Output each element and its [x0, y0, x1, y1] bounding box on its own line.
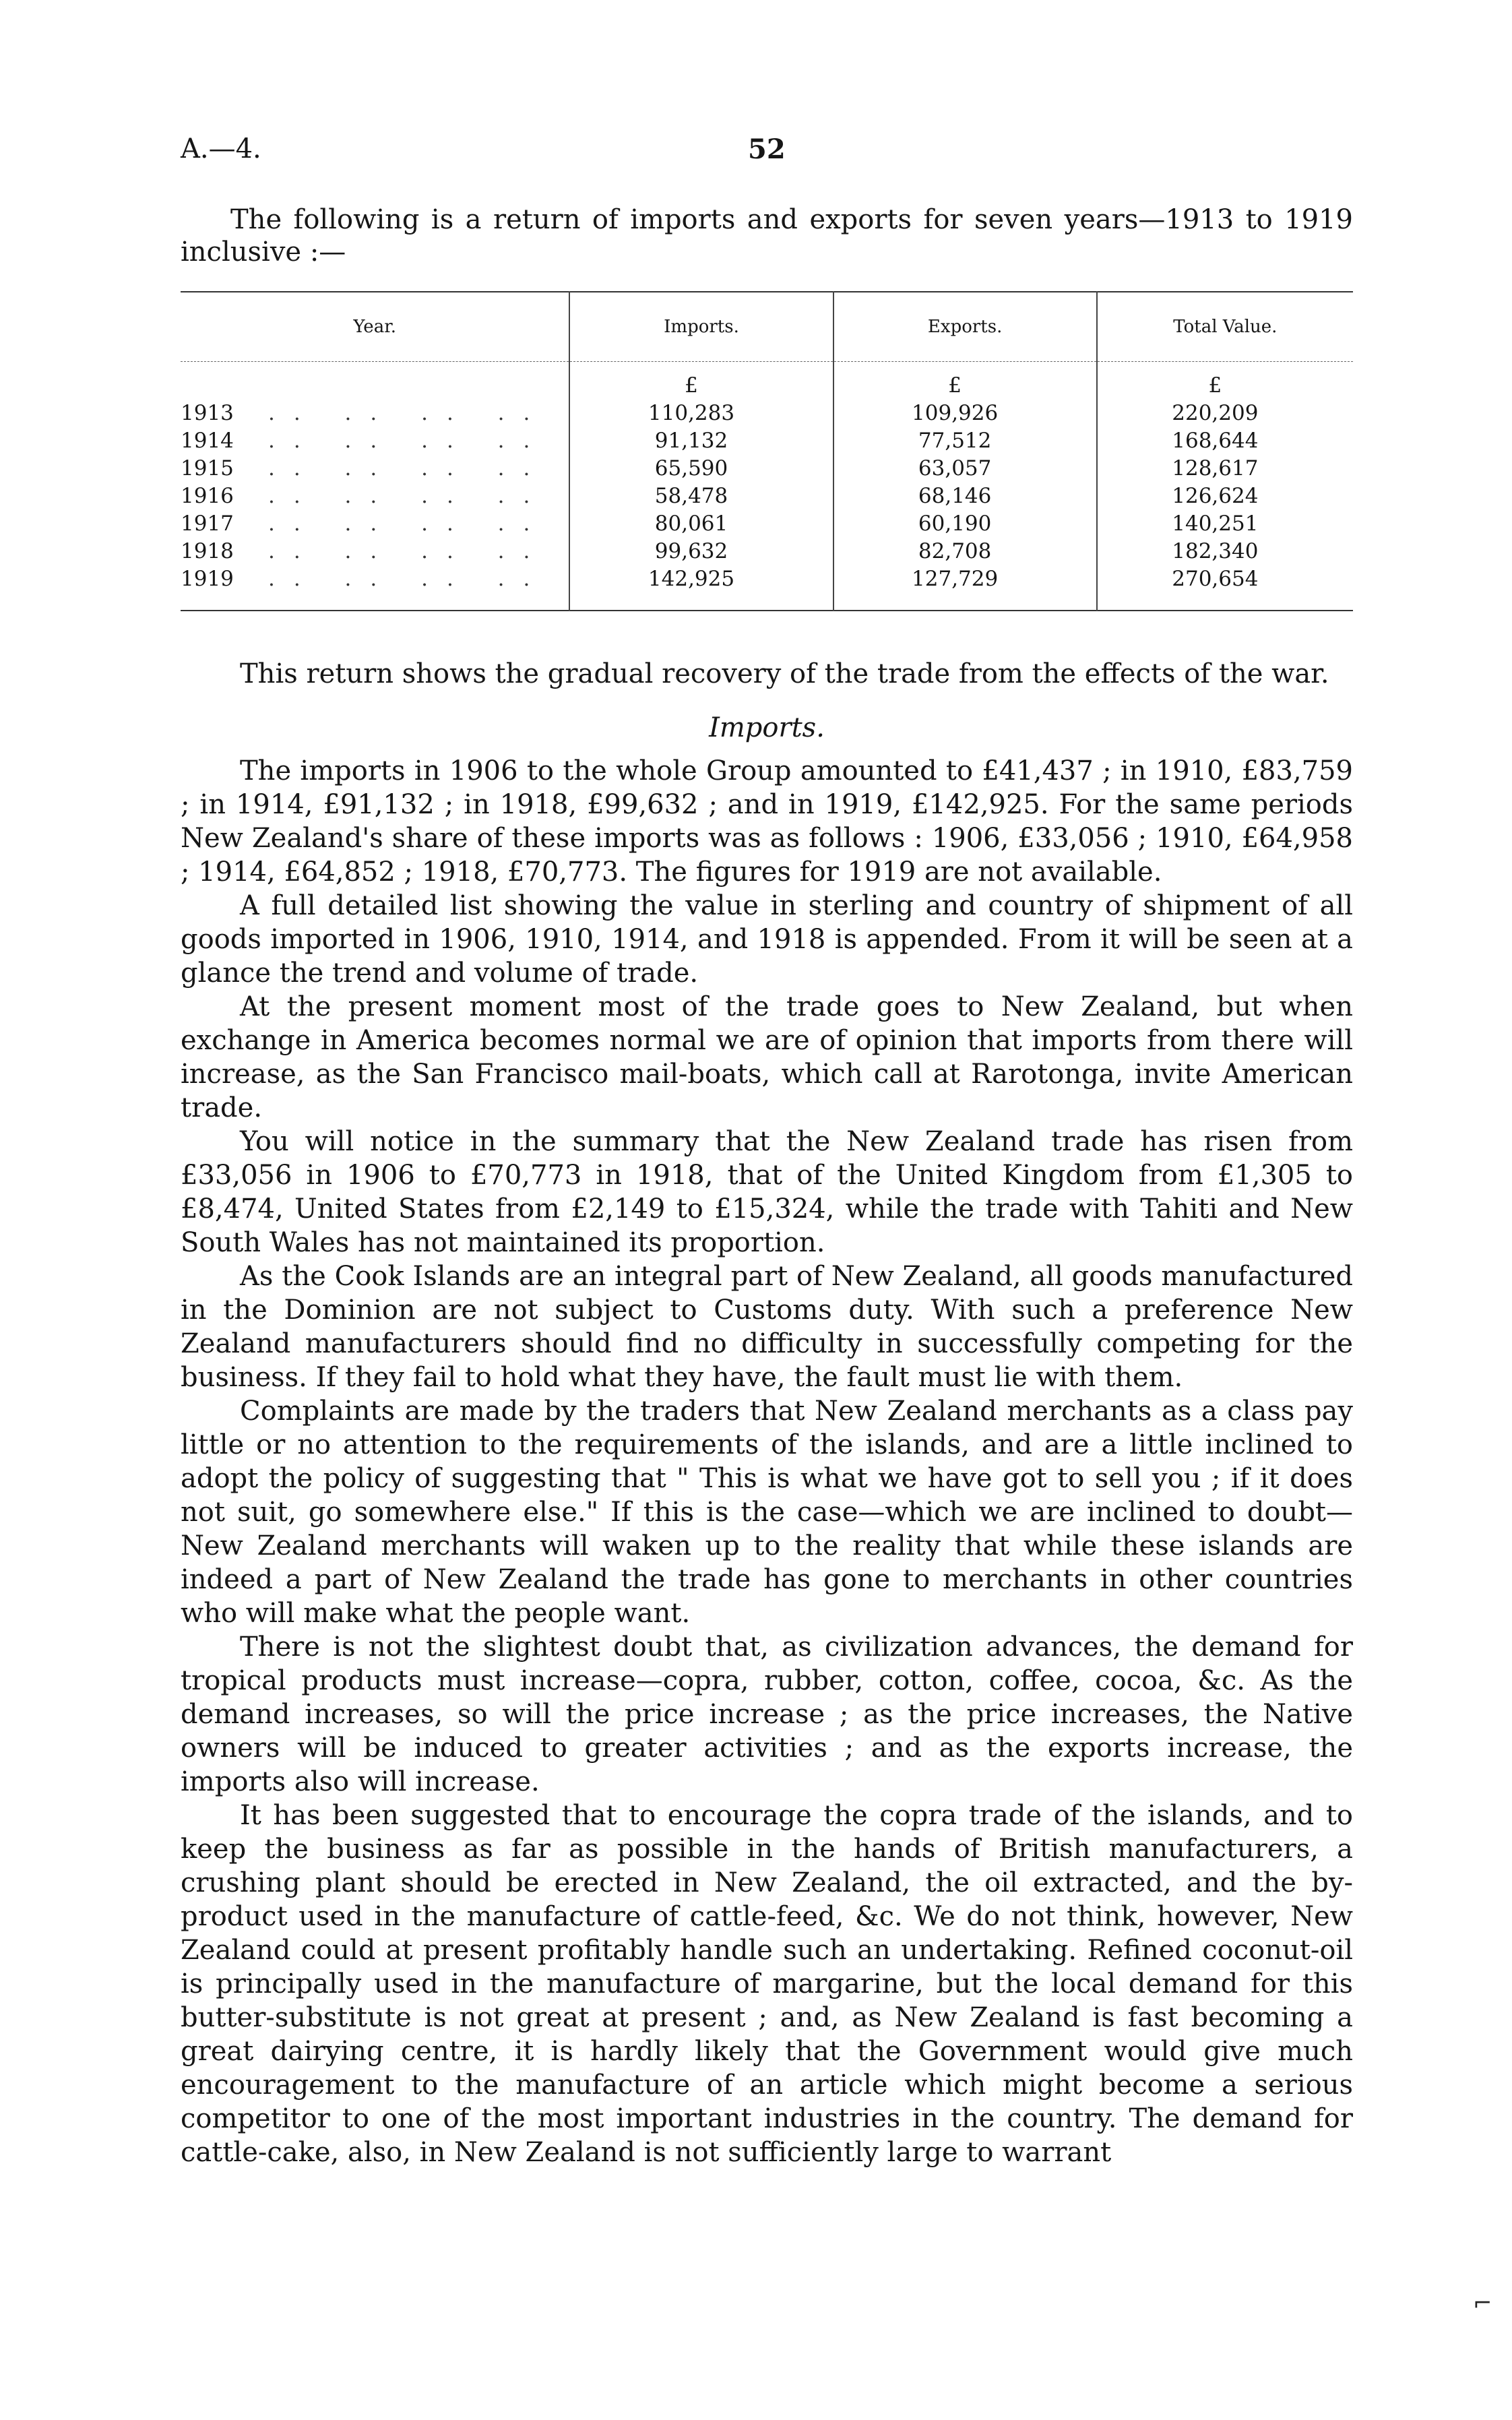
table-summary: This return shows the gradual recovery of the trade from the effects of the war. [240, 658, 1329, 689]
row-year: 1918 [181, 538, 234, 563]
document-reference: A.—4. [181, 133, 261, 164]
row-year: 1913 [181, 400, 234, 425]
paragraph: Complaints are made by the traders that New Zealand merchants as a class pay little or no attention to the requirements of the islands, and are a little inclined to adopt the policy of suggesting that " This is what we have got to sell you ; if it does not suit, go somewhere else." If this is the case—which we are inclined to doubt—New Zealand merchants will waken up to the reality that while these islands are indeed a part of New Zealand the trade has gone to merchants in other countries who will make what the people want. [181, 1396, 1353, 1629]
col-header-exports: Exports. [833, 292, 1097, 362]
row-imports: 99,632 [569, 537, 833, 565]
unit-spacer [181, 362, 569, 400]
row-total: 168,644 [1097, 427, 1353, 454]
table-row: 1918 .. .. .. .. 99,632 82,708 182,340 [181, 537, 1353, 565]
paragraph: A full detailed list showing the value in sterling and country of shipment of all goods imported in 1906, 1910, 1914, and 1918 is appended. From it will be seen at a glance the trend and volume of trade. [181, 890, 1353, 989]
row-total: 140,251 [1097, 509, 1353, 537]
unit-total: £ [1097, 362, 1353, 400]
table-row: 1916 .. .. .. .. 58,478 68,146 126,624 [181, 482, 1353, 509]
row-exports: 109,926 [833, 399, 1097, 427]
section-heading-imports: Imports. [709, 712, 825, 743]
row-imports: 91,132 [569, 427, 833, 454]
table-row: 1917 .. .. .. .. 80,061 60,190 140,251 [181, 509, 1353, 537]
row-imports: 58,478 [569, 482, 833, 509]
row-exports: 63,057 [833, 454, 1097, 482]
paragraph: You will notice in the summary that the New Zealand trade has risen from £33,056 in 1906 to £70,773 in 1918, that of the United Kingdom from £1,305 to £8,474, United States from £2,149 to £15,324, while the trade with Tahiti and New South Wales has not maintained its proportion. [181, 1126, 1353, 1258]
intro-text: The following is a return of imports and exports for seven years—1913 to 1919 inclusive :— [181, 204, 1353, 268]
unit-exports: £ [833, 362, 1097, 400]
row-exports: 60,190 [833, 509, 1097, 537]
row-total: 126,624 [1097, 482, 1353, 509]
row-total: 270,654 [1097, 565, 1353, 611]
trade-table [181, 291, 1353, 611]
table-row: 1919 .. .. .. .. 142,925 127,729 270,654 [181, 565, 1353, 611]
row-year: 1915 [181, 456, 234, 480]
paragraph: The imports in 1906 to the whole Group amounted to £41,437 ; in 1910, £83,759 ; in 1914, £91,132 ; in 1918, £99,632 ; and in 1919, £142,925. For the same periods New Zealand's share of these imports was as follows : 1906, £33,056 ; 1910, £64,958 ; 1914, £64,852 ; 1918, £70,773. The figures for 1919 are not available. [181, 755, 1353, 888]
row-year: 1917 [181, 511, 234, 536]
row-year: 1916 [181, 483, 234, 508]
row-total: 220,209 [1097, 399, 1353, 427]
page-number: 52 [748, 133, 786, 165]
paragraph: At the present moment most of the trade goes to New Zealand, but when exchange in America becomes normal we are of opinion that imports from there will increase, as the San Francisco mail-boats, which call at Rarotonga, invite American trade. [181, 991, 1353, 1123]
table-header-row [181, 292, 1353, 362]
row-exports: 82,708 [833, 537, 1097, 565]
row-year: 1914 [181, 428, 234, 453]
row-imports: 80,061 [569, 509, 833, 537]
table-row: 1915 .. .. .. .. 65,590 63,057 128,617 [181, 454, 1353, 482]
unit-imports: £ [569, 362, 833, 400]
row-total: 182,340 [1097, 537, 1353, 565]
paragraph: There is not the slightest doubt that, as civilization advances, the demand for tropical products must increase—copra, rubber, cotton, coffee, cocoa, &c. As the demand increases, so will the price increase ; as the price increases, the Native owners will be induced to greater activities ; and as the exports increase, the imports also will increase. [181, 1632, 1353, 1797]
table-row: 1914 .. .. .. .. 91,132 77,512 168,644 [181, 427, 1353, 454]
row-total: 128,617 [1097, 454, 1353, 482]
row-exports: 127,729 [833, 565, 1097, 611]
row-year: 1919 [181, 566, 234, 591]
table-row: 1913 .. .. .. .. 110,283 109,926 220,209 [181, 399, 1353, 427]
body-text [181, 657, 1353, 2169]
row-exports: 77,512 [833, 427, 1097, 454]
paragraph: As the Cook Islands are an integral part of New Zealand, all goods manufactured in the Dominion are not subject to Customs duty. With such a preference New Zealand manufacturers should find no difficulty in successfully competing for the business. If they fail to hold what they have, the fault must lie with them. [181, 1261, 1353, 1393]
col-header-imports: Imports. [569, 292, 833, 362]
row-exports: 68,146 [833, 482, 1097, 509]
col-header-total: Total Value. [1097, 292, 1353, 362]
col-header-year: Year. [181, 292, 569, 362]
paragraph: It has been suggested that to encourage the copra trade of the islands, and to keep the business as far as possible in the hands of British manufacturers, a crushing plant should be erected in New Zealand, the oil extracted, and the by-product used in the manufacture of cattle-feed, &c. We do not think, however, New Zealand could at present profitably handle such an undertaking. Refined coconut-oil is principally used in the manufacture of margarine, but the local demand for this butter-substitute is not great at present ; and, as New Zealand is fast becoming a great dairying centre, it is hardly likely that the Government would give much encouragement to the manufacture of an article which might become a serious competitor to one of the most important industries in the country. The demand for cattle-cake, also, in New Zealand is not sufficiently large to warrant [181, 1800, 1353, 2168]
row-imports: 65,590 [569, 454, 833, 482]
row-imports: 110,283 [569, 399, 833, 427]
table-unit-row [181, 362, 1353, 400]
row-imports: 142,925 [569, 565, 833, 611]
margin-mark: ⌐ [1473, 2290, 1492, 2317]
